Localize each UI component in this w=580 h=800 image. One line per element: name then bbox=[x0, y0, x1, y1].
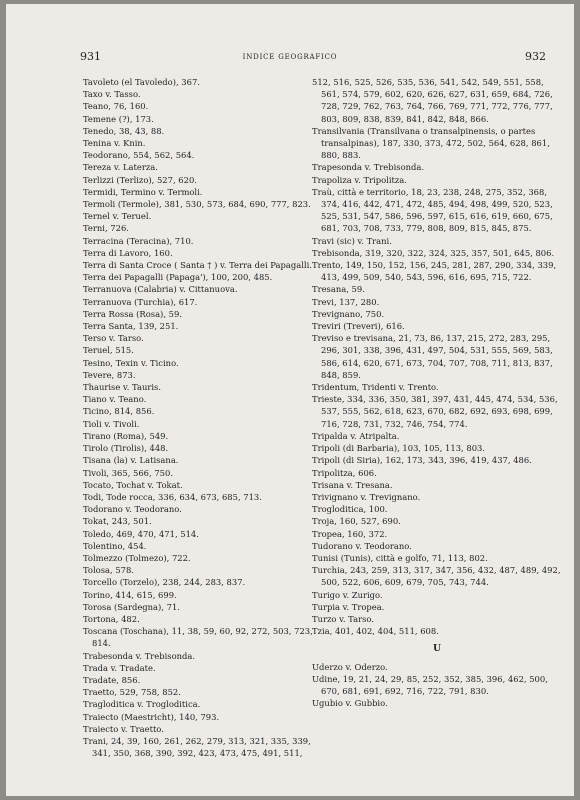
index-entry: Toledo, 469, 470, 471, 514. bbox=[83, 528, 199, 539]
index-entry: Tirano (Roma), 549. bbox=[83, 430, 169, 441]
index-entry: Tortona, 482. bbox=[83, 613, 140, 624]
index-entry: Trebisonda, 319, 320, 322, 324, 325, 357, 501, 645, 806. bbox=[312, 247, 555, 258]
index-entry: Tragloditica v. Trogloditica. bbox=[83, 699, 201, 710]
index-entry: Trapesonda v. Trebisonda. bbox=[312, 162, 425, 173]
index-entry: Teodorano, 554, 562, 564. bbox=[83, 150, 195, 161]
index-entry: Udine, 19, 21, 24, 29, 85, 252, 352, 385, 396, 462, 500, 670, 681, 691, 692, 716, 722, 791, 830. bbox=[312, 673, 548, 696]
index-entry: Travi (sic) v. Trani. bbox=[312, 235, 392, 246]
index-entry: Torcello (Torzelo), 238, 244, 283, 837. bbox=[83, 577, 246, 588]
index-entry: Tenedo, 38, 43, 88. bbox=[83, 125, 165, 136]
index-entry: Trogloditica, 100. bbox=[312, 504, 388, 515]
index-entry: Treviri (Treveri), 616. bbox=[312, 321, 405, 332]
index-entry: Turigo v. Zurigo. bbox=[312, 589, 383, 600]
index-entry: Tenina v. Knin. bbox=[83, 138, 146, 149]
index-entry: Transilvania (Transilvana o transalpinensis, o partes transalpinas), 187, 330, 373, 472, 502, 564, 628, 861, 880, 883. bbox=[312, 125, 550, 161]
right-entries bbox=[312, 76, 562, 637]
index-entry: Tudorano v. Teodorano. bbox=[312, 540, 412, 551]
index-entry: Terranuova (Calabria) v. Cittanuova. bbox=[83, 284, 238, 295]
index-entry: Tresana, 59. bbox=[312, 284, 365, 295]
index-entry: Ugubio v. Gubbio. bbox=[312, 698, 388, 709]
page-header bbox=[6, 50, 574, 64]
index-entry: Temene (?), 173. bbox=[83, 113, 154, 124]
index-entry: Thaurise v. Tauris. bbox=[83, 382, 161, 393]
index-entry: Tripalda v. Atripalta. bbox=[312, 430, 400, 441]
index-entry: Tisana (la) v. Latisana. bbox=[83, 455, 179, 466]
index-entry: Ternel v. Teruel. bbox=[83, 211, 152, 222]
index-entry: Troja, 160, 527, 690. bbox=[312, 516, 401, 527]
book-page bbox=[6, 4, 574, 796]
index-entry: Tesino, Texin v. Ticino. bbox=[83, 357, 179, 368]
index-entry: Tioli v. Tivoli. bbox=[83, 418, 140, 429]
index-entry: Termidi, Termino v. Termoli. bbox=[83, 186, 203, 197]
index-entry: Trada v. Tradate. bbox=[83, 662, 156, 673]
index-entry: Trivignano v. Trevignano. bbox=[312, 491, 421, 502]
left-column bbox=[83, 76, 315, 759]
index-entry: Trapoliza v. Tripolitza. bbox=[312, 174, 407, 185]
index-entry: Tzia, 401, 402, 404, 511, 608. bbox=[312, 626, 439, 637]
index-entry: Terra dei Papagalli (Papaga'), 100, 200, 485. bbox=[83, 272, 273, 283]
index-entry: Terra Santa, 139, 251. bbox=[83, 321, 179, 332]
index-entry: Tevere, 873. bbox=[83, 369, 136, 380]
index-entry: Torosa (Sardegna), 71. bbox=[83, 601, 180, 612]
index-entry: Tocato, Tochat v. Tokat. bbox=[83, 479, 183, 490]
running-title: INDICE GEOGRAFICO bbox=[242, 53, 338, 61]
index-entry: Tripoli (di Siria), 162, 173, 343, 396, 419, 437, 486. bbox=[312, 455, 532, 466]
index-entry: Tereza v. Laterza. bbox=[83, 162, 158, 173]
index-entry: Terni, 726. bbox=[83, 223, 129, 234]
index-entry: Tunisi (Tunis), città e golfo, 71, 113, 802. bbox=[312, 552, 488, 563]
index-entry: Tivoli, 365, 566, 750. bbox=[83, 467, 173, 478]
index-entry: Trevignano, 750. bbox=[312, 308, 385, 319]
index-entry: Traiecto v. Traetto. bbox=[83, 723, 164, 734]
index-entry: Trani, 24, 39, 160, 261, 262, 279, 313, 321, 335, 339, 341, 350, 368, 390, 392, 423, 473, 475, 491, 511, bbox=[83, 735, 311, 759]
index-entry: Termoli (Termole), 381, 530, 573, 684, 690, 777, 823. bbox=[83, 199, 311, 210]
index-entry: Terlizzi (Terlizo), 527, 620. bbox=[83, 174, 197, 185]
index-entry: Tolmezzo (Tolmezo), 722. bbox=[83, 552, 191, 563]
index-entry: Turchia, 243, 259, 313, 317, 347, 356, 432, 487, 489, 492, 500, 522, 606, 609, 679, 705, 743, 744. bbox=[312, 565, 561, 588]
index-entry: Tirolo (Tirolis), 448. bbox=[83, 443, 169, 454]
index-entry: Traetto, 529, 758, 852. bbox=[83, 687, 181, 698]
index-entry: Terranuova (Turchia), 617. bbox=[83, 296, 198, 307]
index-entry: Terra di Lavoro, 160. bbox=[83, 247, 173, 258]
right-column bbox=[312, 76, 562, 709]
section-letter-heading: U bbox=[433, 644, 441, 655]
index-entry: Trento, 149, 150, 152, 156, 245, 281, 287, 290, 334, 339, 413, 499, 509, 540, 543, 596, 616, 695, 715, 722. bbox=[312, 260, 557, 283]
index-entry: Tradate, 856. bbox=[83, 674, 141, 685]
index-entry: Toscana (Toschana), 11, 38, 59, 60, 92, 272, 503, 723, 814. bbox=[83, 626, 313, 649]
index-entry: Trabesonda v. Trebisonda. bbox=[83, 650, 196, 661]
index-entry: Tripoli (di Barbaria), 103, 105, 113, 803. bbox=[312, 443, 486, 454]
index-entry: Treviso e trevisana, 21, 73, 86, 137, 215, 272, 283, 295, 296, 301, 338, 396, 431, 497, 504, 531, 555, 569, 583, 586, 614, 620, 671, 673, 704, 707, 708, 711, 813, 837, 848, 859. bbox=[312, 333, 553, 380]
u-entries bbox=[312, 661, 562, 710]
index-entry: Tolosa, 578. bbox=[83, 565, 134, 576]
index-entry: Teano, 76, 160. bbox=[83, 101, 149, 112]
index-entry: Terra di Santa Croce ( Santa † ) v. Terra dei Papagalli. bbox=[83, 260, 312, 271]
index-entry: Turzo v. Tarso. bbox=[312, 613, 374, 624]
index-entry: Traiecto (Maestricht), 140, 793. bbox=[83, 711, 220, 722]
index-entry: Tridentum, Tridenti v. Trento. bbox=[312, 382, 439, 393]
index-entry: Terracina (Teracina), 710. bbox=[83, 235, 194, 246]
index-entry: Tripolitza, 606. bbox=[312, 467, 377, 478]
index-entry: Traù, città e territorio, 18, 23, 238, 248, 275, 352, 368, 374, 416, 442, 471, 472, 485, 494, 498, 499, 520, 523, 525, 531, 547, 586, 596, 597, 615, 616, 619, 660, 675, 681, 703, 708, 733, 779, 808, 809, 815, 845, 875. bbox=[312, 186, 553, 234]
index-entry: Trieste, 334, 336, 350, 381, 397, 431, 445, 474, 534, 536, 537, 555, 562, 618, 623, 670, 682, 692, 693, 698, 699, 716, 728, 731, 732, 746, 754, 774. bbox=[312, 394, 558, 429]
index-entry: Terso v. Tarso. bbox=[83, 333, 144, 344]
index-entry: Trevi, 137, 280. bbox=[312, 296, 380, 307]
index-entry: Tolentino, 454. bbox=[83, 540, 147, 551]
index-entry: Ticino, 814, 856. bbox=[83, 406, 155, 417]
index-entry: Tiano v. Teano. bbox=[83, 394, 147, 405]
index-entry: Torino, 414, 615, 699. bbox=[83, 589, 177, 600]
index-entry: Teruel, 515. bbox=[83, 345, 134, 356]
index-entry: 512, 516, 525, 526, 535, 536, 541, 542, 549, 551, 558, 561, 574, 579, 602, 620, 626, 627, 631, 659, 684, 726, 728, 729, 762, 763, 764, 766, 769, 771, 772, 776, 777, 803, 809, 838, 839, 841, 842, 848, 866. bbox=[312, 77, 553, 124]
index-entry: Todorano v. Teodorano. bbox=[83, 504, 182, 515]
index-entry: Trisana v. Tresana. bbox=[312, 479, 393, 490]
index-entry: Tropea, 160, 372. bbox=[312, 528, 388, 539]
page-number-left: 931 bbox=[80, 50, 101, 63]
index-entry: Terra Rossa (Rosa), 59. bbox=[83, 308, 182, 319]
index-entry: Todi, Tode rocca, 336, 634, 673, 685, 713. bbox=[83, 491, 262, 502]
index-entry: Tokat, 243, 501. bbox=[83, 516, 152, 527]
index-entry: Taxo v. Tasso. bbox=[83, 89, 141, 100]
index-entry: Turpia v. Tropea. bbox=[312, 601, 385, 612]
index-entry: Tavoleto (el Tavoledo), 367. bbox=[83, 77, 200, 87]
index-entry: Uderzo v. Oderzo. bbox=[312, 661, 388, 672]
page-number-right: 932 bbox=[525, 50, 546, 63]
